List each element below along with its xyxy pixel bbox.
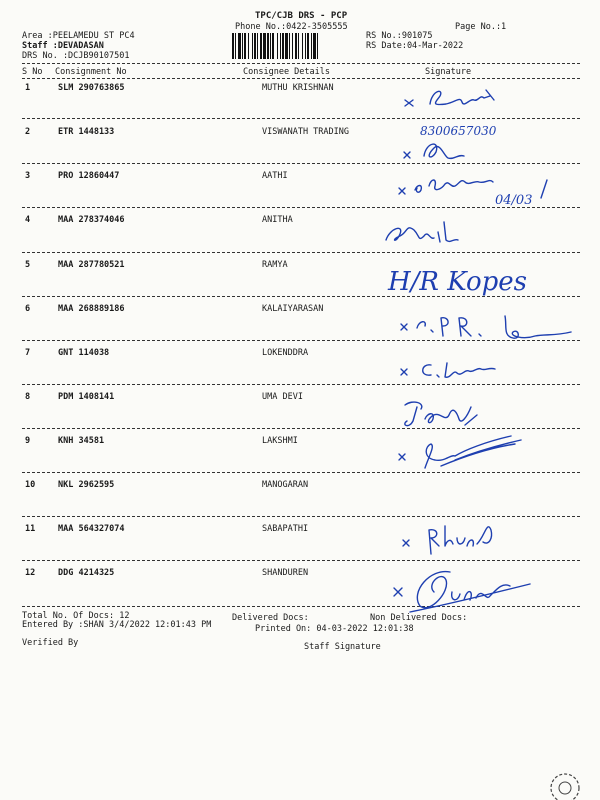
row-2-consignee: VISWANATH TRADING (262, 127, 349, 137)
signature-2 (400, 122, 550, 164)
signature-2-phone: 8300657030 (420, 124, 497, 138)
signature-1 (400, 84, 520, 116)
col-sno: S No (22, 67, 43, 77)
col-signature: Signature (425, 67, 472, 77)
row-12-consignee: SHANDUREN (262, 568, 309, 578)
delivered-docs: Delivered Docs: (232, 613, 309, 623)
row-1-consignee: MUTHU KRISHNAN (262, 83, 334, 93)
rs-date: RS Date:04-Mar-2022 (366, 41, 464, 51)
row-8-sno: 8 (25, 392, 31, 402)
signature-11 (395, 516, 505, 560)
col-consignment: Consignment No (55, 67, 127, 77)
staff-signature: Staff Signature (304, 642, 381, 652)
barcode-icon (232, 33, 358, 59)
row-7-sno: 7 (25, 348, 31, 358)
row-8-consignee: UMA DEVI (262, 392, 303, 402)
row-3-consignment: PRO 12860447 (58, 171, 120, 181)
columns-divider (22, 78, 580, 79)
row-9-consignee: LAKSHMI (262, 436, 298, 446)
row-6-consignment: MAA 268889186 (58, 304, 125, 314)
row-1-consignment: SLM 290763865 (58, 83, 125, 93)
row-4-sno: 4 (25, 215, 31, 225)
row-8-consignment: PDM 1408141 (58, 392, 115, 402)
row-12-consignment: DDG 4214325 (58, 568, 115, 578)
signature-5 (380, 258, 580, 300)
row-6-consignee: KALAIYARASAN (262, 304, 324, 314)
signature-3-date: 04/03 (495, 193, 533, 208)
row-11-consignee: SABAPATHI (262, 524, 309, 534)
document-title: TPC/CJB DRS - PCP (255, 11, 348, 21)
printed-on: Printed On: 04-03-2022 12:01:38 (255, 624, 414, 634)
row-2-consignment: ETR 1448133 (58, 127, 115, 137)
row-5-consignee: RAMYA (262, 260, 288, 270)
phone-number: Phone No.:0422-3505555 (235, 22, 348, 32)
row-10-consignee: MANOGARAN (262, 480, 309, 490)
row-9-sno: 9 (25, 436, 31, 446)
row-5-consignment: MAA 287780521 (58, 260, 125, 270)
row-divider (22, 118, 580, 119)
rs-number: RS No.:901075 (366, 31, 433, 41)
signature-9 (395, 432, 535, 474)
row-3-sno: 3 (25, 171, 31, 181)
row-7-consignee: LOKENDDRA (262, 348, 309, 358)
row-3-consignee: AATHI (262, 171, 288, 181)
row-11-consignment: MAA 564327074 (58, 524, 125, 534)
total-docs: Total No. Of Docs: 12 (22, 611, 130, 621)
entered-by: Entered By :SHAN 3/4/2022 12:01:43 PM (22, 620, 212, 630)
signature-8 (395, 395, 515, 435)
signature-4 (380, 210, 480, 250)
signature-3 (395, 168, 560, 208)
row-4-consignee: ANITHA (262, 215, 293, 225)
row-4-consignment: MAA 278374046 (58, 215, 125, 225)
row-1-sno: 1 (25, 83, 31, 93)
page-number: Page No.:1 (455, 22, 507, 32)
signature-7 (395, 355, 535, 387)
verified-by: Verified By (22, 638, 79, 648)
non-delivered-docs: Non Delivered Docs: (370, 613, 468, 623)
signature-5-text: H/R Kopes (388, 267, 528, 297)
row-12-sno: 12 (25, 568, 36, 578)
row-10-sno: 10 (25, 480, 36, 490)
staff-label: Staff :DEVADASAN (22, 41, 104, 51)
row-divider (22, 560, 580, 561)
header-divider (22, 63, 580, 64)
row-10-consignment: NKL 2962595 (58, 480, 115, 490)
row-2-sno: 2 (25, 127, 31, 137)
signature-6 (395, 306, 585, 348)
row-5-sno: 5 (25, 260, 31, 270)
row-11-sno: 11 (25, 524, 36, 534)
row-divider (22, 252, 580, 253)
signature-12 (390, 562, 540, 616)
row-7-consignment: GNT 114038 (58, 348, 110, 358)
row-9-consignment: KNH 34581 (58, 436, 105, 446)
drs-number: DRS No. :DCJB90107501 (22, 51, 130, 61)
area-label: Area :PEELAMEDU ST PC4 (22, 31, 135, 41)
row-6-sno: 6 (25, 304, 31, 314)
col-consignee: Consignee Details (243, 67, 330, 77)
stamp-mark (530, 760, 600, 800)
